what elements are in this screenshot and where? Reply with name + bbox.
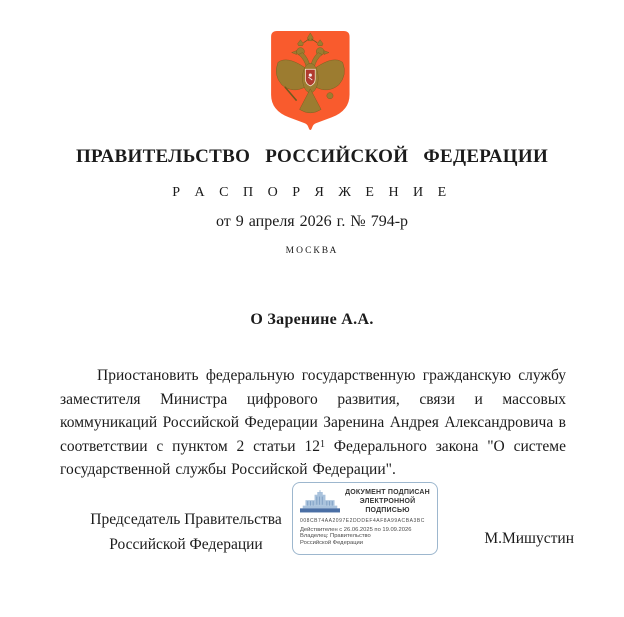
- government-building-icon: [300, 490, 340, 514]
- order-text-part1: Приостановить федеральную государственную гражданскую службу заместителя Министра цифрового развития, связи и массовых коммуникаций Российской Федерации Заренина Андрея Александровича в соответствии с пунктом 2 статьи 12: [60, 367, 566, 455]
- coat-of-arms-graphic: [268, 30, 352, 132]
- signer-position-line1: Председатель Правительства: [90, 511, 282, 528]
- signer-position-line2: Российской Федерации: [109, 536, 263, 553]
- certificate-owner: Владелец: Правительство Российской Федерации: [300, 532, 371, 546]
- certificate-validity: Действителен с 26.06.2025 по 19.09.2026: [300, 526, 412, 533]
- stamp-title-line2: ЭЛЕКТРОННОЙ ПОДПИСЬЮ: [359, 498, 416, 514]
- government-building-graphic: [300, 490, 340, 514]
- electronic-signature-stamp: [292, 482, 438, 555]
- issuer-title: ПРАВИТЕЛЬСТВО РОССИЙСКОЙ ФЕДЕРАЦИИ: [75, 146, 549, 167]
- order-paragraph: [60, 364, 566, 482]
- stamp-header-row: [300, 488, 430, 515]
- building-base: [300, 508, 340, 512]
- document-type: Р А С П О Р Я Ж Е Н И Е: [172, 185, 452, 200]
- emblem-inner-shield: [305, 69, 315, 86]
- order-text-part2: Федерального закона "О системе государственной службы Российской Федерации".: [60, 437, 566, 478]
- signer-name: М.Мишустин: [484, 530, 574, 547]
- order-superscript: 1: [319, 438, 325, 450]
- certificate-number: 008CB74AA2097E2DDDEF4AF8A99ACBA3BC: [300, 518, 425, 524]
- signer-position: [62, 507, 310, 557]
- stamp-title: [345, 488, 430, 515]
- stamp-title-line1: ДОКУМЕНТ ПОДПИСАН: [345, 489, 430, 496]
- date-number-line: от 9 апреля 2026 г. № 794-р: [215, 213, 409, 230]
- subject-line: О Заренине А.А.: [250, 311, 374, 328]
- coat-of-arms: [268, 30, 352, 132]
- city-label: МОСКВА: [285, 246, 339, 256]
